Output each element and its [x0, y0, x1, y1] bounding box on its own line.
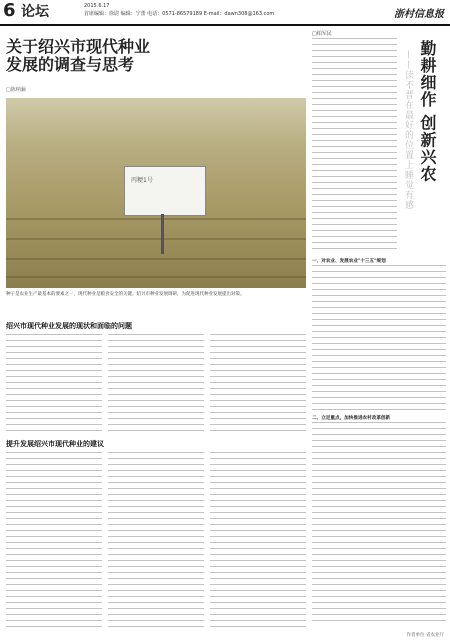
right-article-intro	[312, 38, 397, 253]
text-column	[108, 334, 204, 434]
section-title: 论坛	[21, 4, 49, 20]
right-article-body	[312, 258, 446, 636]
right-article-author: □柏军民	[312, 31, 332, 37]
sign-post	[161, 214, 164, 254]
right-subhead-2: 二、立足重点，加快推进农村改革创新	[312, 416, 391, 421]
masthead-rule	[0, 24, 450, 26]
crop-row	[6, 218, 306, 220]
section-heading-2: 提升发展绍兴市现代种业的建议	[6, 440, 104, 448]
article-headline	[6, 38, 276, 74]
wheat-field-photo	[6, 98, 306, 288]
text-column	[210, 452, 306, 632]
crop-row	[6, 238, 306, 240]
section-1-body	[6, 334, 306, 434]
crop-row	[6, 258, 306, 260]
page-number: 6	[3, 0, 16, 21]
text-column	[210, 334, 306, 434]
newspaper-name: 浙村信息报	[394, 9, 444, 20]
article-author: □陈纳骊	[6, 87, 26, 93]
banner-subtitle: ——读不晋在最好的位置上睡觉有感	[403, 50, 413, 210]
right-body-text	[312, 265, 446, 415]
text-column	[6, 452, 102, 632]
issue-date: 2015.6.17	[84, 3, 110, 9]
text-column	[108, 452, 204, 632]
crop-row	[6, 276, 306, 278]
right-subhead-1: 一、对农业、发展农业"十三五"规划	[312, 259, 386, 264]
banner-main-title: 勤耕细作 创新兴农	[418, 40, 437, 183]
text-column	[6, 334, 102, 434]
editor-contact: 首席编辑：徐尉 编辑：宁蕾 电话：0571-86579189 E-mail：dawn308@163.com	[84, 11, 275, 17]
headline-line-2: 发展的调查与思考	[6, 55, 135, 74]
section-heading-1: 绍兴市现代种业发展的现状和面临的问题	[6, 322, 132, 330]
section-2-body	[6, 452, 306, 632]
masthead	[0, 0, 450, 27]
author-affiliation: 作者单位 省农业厅	[406, 633, 444, 638]
field-sign-text: 丙粳1号	[131, 177, 153, 184]
right-article-banner	[400, 40, 446, 230]
right-column-article	[312, 30, 446, 636]
headline-line-1: 关于绍兴市现代种业	[6, 37, 151, 56]
photo-caption: 种子是农业生产最基本的要素之一，现代种业是粮食安全的关键。绍兴市种业发展调研，为促进现代种业发展提出对策。	[6, 292, 245, 297]
right-body-text	[312, 422, 446, 622]
field-sign	[124, 166, 206, 216]
